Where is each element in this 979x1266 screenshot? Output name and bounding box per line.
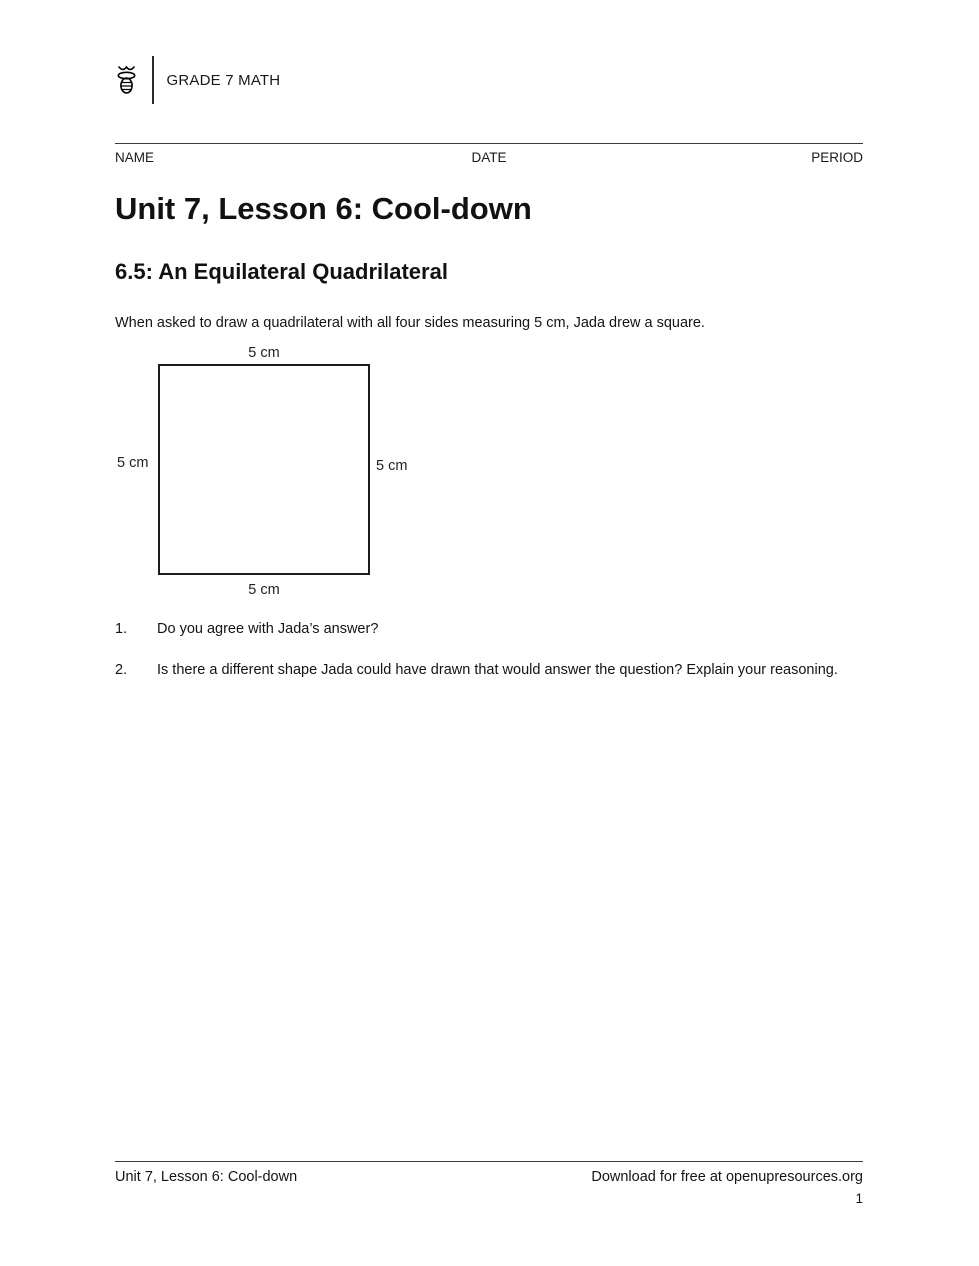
question-item-1 (115, 618, 863, 641)
square-left-side-label: 5 cm (117, 455, 149, 471)
page-number: 1 (855, 1191, 863, 1206)
name-field-label: NAME (115, 150, 155, 165)
period-field-label: PERIOD (811, 150, 863, 165)
question-list (115, 618, 863, 700)
header-rule (115, 143, 863, 144)
brand-divider (152, 56, 154, 104)
section-title: 6.5: An Equilateral Quadrilateral (115, 259, 448, 284)
page-title: Unit 7, Lesson 6: Cool-down (115, 191, 532, 226)
question-item-2 (115, 659, 863, 682)
footer-lesson-label: Unit 7, Lesson 6: Cool-down (115, 1169, 298, 1185)
question-text: Do you agree with Jada’s answer? (157, 621, 379, 637)
square-bottom-side-label: 5 cm (248, 582, 280, 598)
bee-icon (113, 63, 140, 97)
square-top-side-label: 5 cm (248, 345, 280, 361)
footer-rule (115, 1161, 863, 1162)
page-footer (115, 1169, 863, 1185)
fill-in-fields (115, 150, 863, 165)
square-shape (158, 364, 370, 575)
question-number: 2. (115, 662, 128, 678)
brand-header (113, 56, 280, 104)
footer-source-label: Download for free at openupresources.org (591, 1169, 863, 1185)
square-right-side-label: 5 cm (376, 458, 408, 474)
intro-paragraph: When asked to draw a quadrilateral with all four sides measuring 5 cm, Jada drew a square. (115, 315, 705, 331)
square-figure (115, 345, 555, 603)
date-field-label: DATE (471, 150, 507, 165)
question-text: Is there a different shape Jada could have drawn that would answer the question? Explain your reasoning. (157, 662, 838, 678)
brand-title: GRADE 7 MATH (166, 71, 281, 89)
question-number: 1. (115, 621, 128, 637)
